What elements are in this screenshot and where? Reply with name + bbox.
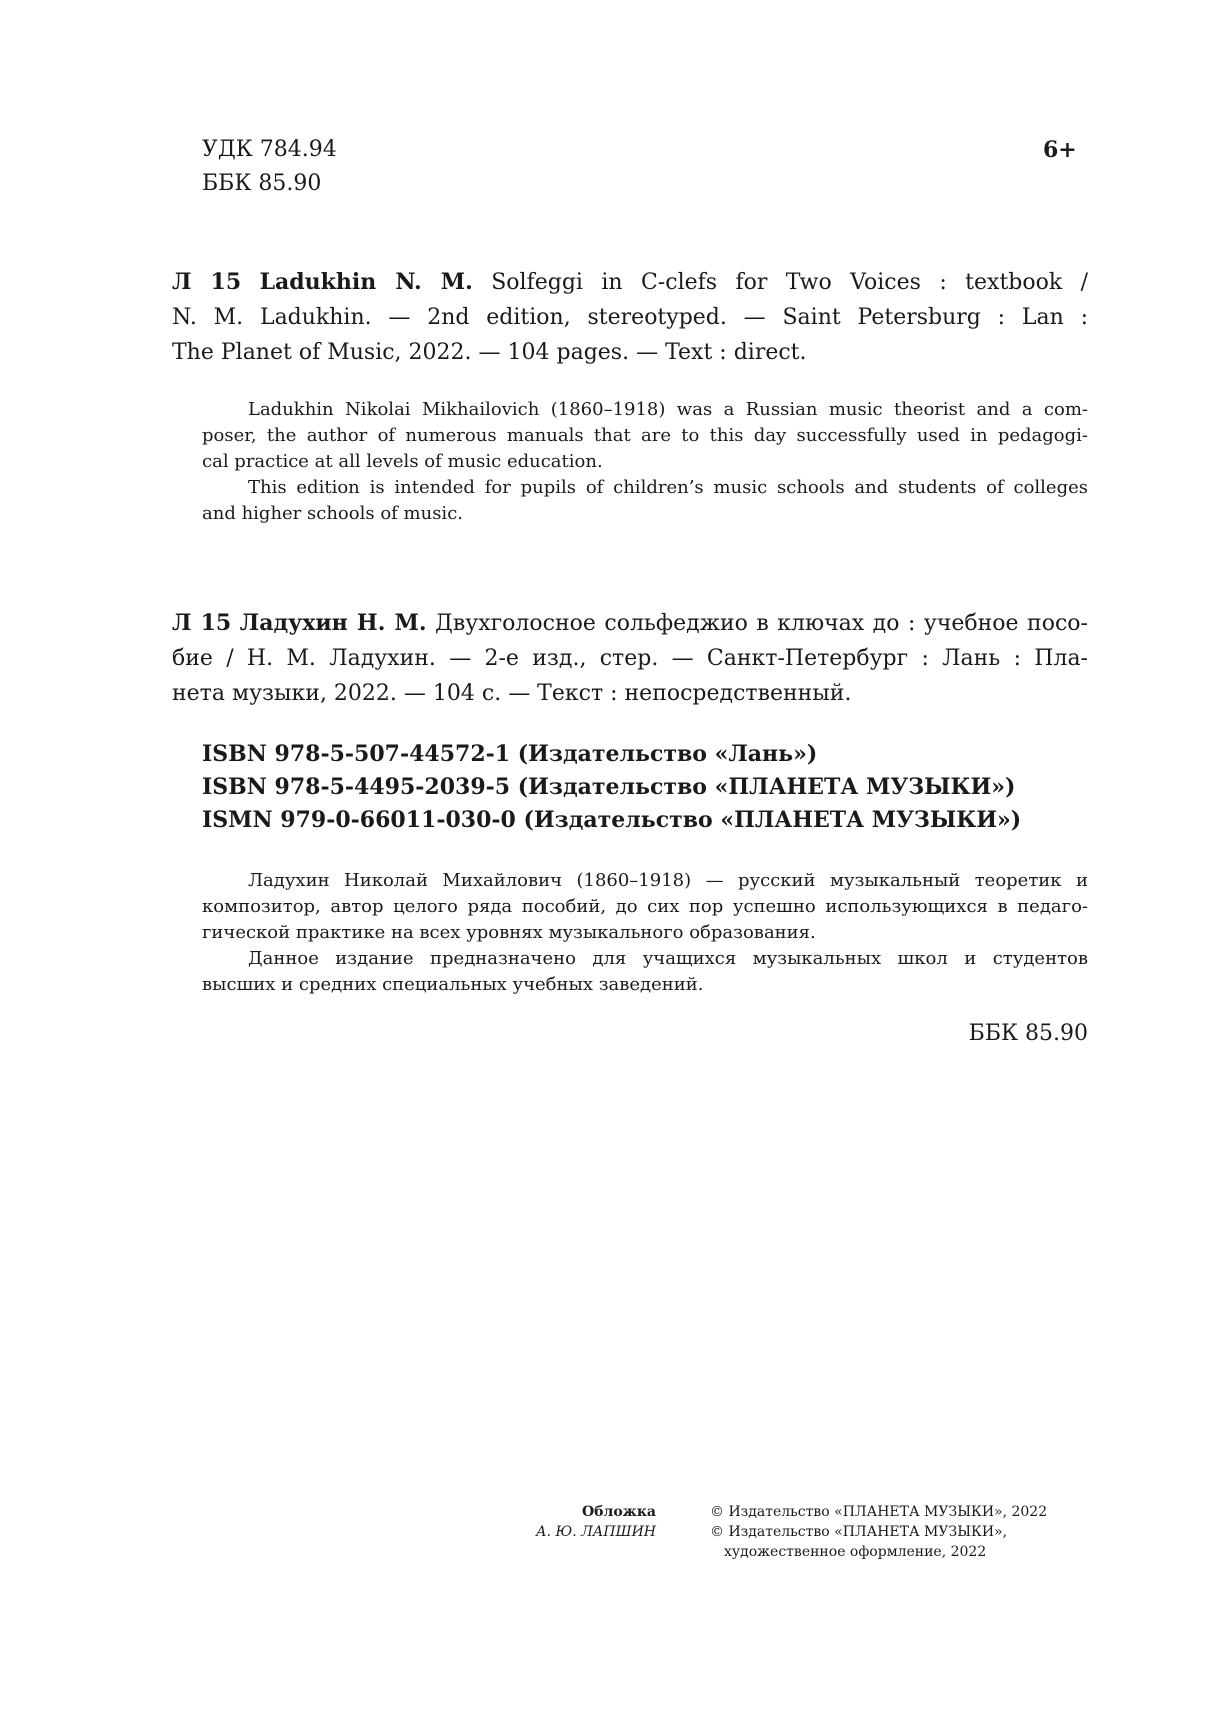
isbn-lan: ISBN 978-5-507-44572-1 (Издательство «Лань») <box>202 741 818 767</box>
russian-annotation <box>202 868 1088 998</box>
copyright-line-3: художественное оформление, 2022 <box>724 1544 987 1560</box>
isbn-planet: ISBN 978-5-4495-2039-5 (Издательство «ПЛАНЕТА МУЗЫКИ») <box>202 774 1016 800</box>
russian-annotation-line: композитор, автор целого ряда пособий, до сих пор успешно использующихся в педаго- <box>202 896 1088 917</box>
copyright-line-2: © Издательство «ПЛАНЕТА МУЗЫКИ», <box>710 1524 1008 1540</box>
english-author: Ladukhin N. M. <box>259 269 473 295</box>
cover-label: Обложка <box>581 1504 656 1520</box>
cover-credit <box>536 1502 656 1542</box>
english-annotation-line: poser, the author of numerous manuals that are to this day successfully used in pedagogi- <box>202 425 1088 446</box>
cover-artist: А. Ю. ЛАПШИН <box>536 1524 656 1540</box>
age-rating: 6+ <box>1043 137 1077 163</box>
english-annotation-line: Ladukhin Nikolai Mikhailovich (1860–1918) was a Russian music theorist and a com- <box>248 399 1088 420</box>
russian-title-line-1: Двухголосное сольфеджио в ключах до : учебное посо- <box>435 611 1088 636</box>
russian-author: Ладухин Н. М. <box>239 610 427 636</box>
bbk-code: ББК 85.90 <box>202 171 322 196</box>
russian-annotation-line: гической практике на всех уровнях музыкального образования. <box>202 922 816 943</box>
russian-title-line-2: бие / Н. М. Ладухин. — 2-е изд., стер. — Санкт-Петербург : Лань : Пла- <box>172 646 1088 671</box>
english-annotation-line: This edition is intended for pupils of children’s music schools and students of colleges <box>248 477 1088 498</box>
russian-annotation-line: высших и средних специальных учебных заведений. <box>202 974 704 995</box>
english-annotation-line: and higher schools of music. <box>202 503 463 524</box>
english-annotation-line: cal practice at all levels of music education. <box>202 451 603 472</box>
russian-annotation-line: Ладухин Николай Михайлович (1860–1918) — русский музыкальный теоретик и <box>248 870 1088 891</box>
udk-code: УДК 784.94 <box>202 137 337 162</box>
russian-annotation-line: Данное издание предназначено для учащихся музыкальных школ и студентов <box>248 948 1088 969</box>
english-title-line-1: Solfeggi in C-clefs for Two Voices : textbook / <box>491 270 1089 295</box>
ismn-planet: ISMN 979-0-66011-030-0 (Издательство «ПЛАНЕТА МУЗЫКИ») <box>202 807 1022 833</box>
isbn-block <box>202 738 1021 837</box>
english-title-line-3: The Planet of Music, 2022. — 104 pages. — Text : direct. <box>172 340 807 365</box>
english-title-line-2: N. M. Ladukhin. — 2nd edition, stereotyped. — Saint Petersburg : Lan : <box>172 305 1088 330</box>
russian-title-line-3: нета музыки, 2022. — 104 с. — Текст : непосредственный. <box>172 681 852 706</box>
english-entry <box>172 265 1088 370</box>
english-annotation <box>202 397 1088 527</box>
copyright-block <box>710 1502 1047 1562</box>
russian-entry <box>172 606 1088 711</box>
english-code: Л 15 <box>172 269 242 295</box>
copyright-line-1: © Издательство «ПЛАНЕТА МУЗЫКИ», 2022 <box>710 1504 1048 1520</box>
russian-code: Л 15 <box>172 610 232 636</box>
bbk-bottom: ББК 85.90 <box>968 1021 1088 1046</box>
classification-codes <box>202 133 337 201</box>
